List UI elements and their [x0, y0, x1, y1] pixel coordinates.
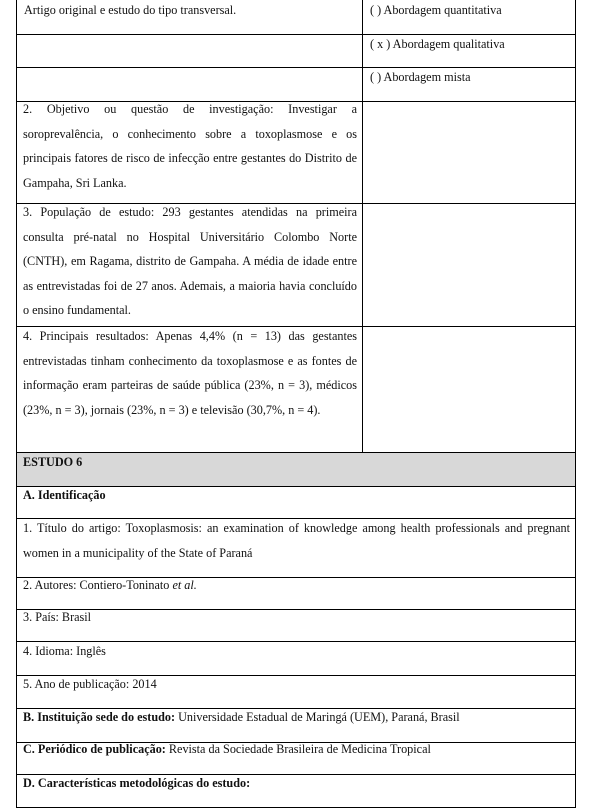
approach-quantitativa: ( ) Abordagem quantitativa	[370, 3, 502, 17]
journal-value: Revista da Sociedade Brasileira de Medicina Tropical	[165, 742, 431, 756]
identification-heading: A. Identificação	[23, 488, 106, 502]
approach-qualitativa: ( x ) Abordagem qualitativa	[370, 37, 505, 51]
objective-text: 2. Objetivo ou questão de investigação: Investigar a soroprevalência, o conhecimento sobre a toxoplasmose e os principais fatores de risco de infecção entre gestantes do Distrito de Gampaha, Sri Lanka.	[23, 102, 357, 190]
language-text: 4. Idioma: Inglês	[23, 644, 106, 658]
institution-text	[23, 705, 460, 730]
authors-text	[23, 573, 197, 598]
study6-heading-row	[16, 452, 576, 487]
authors-etal: et al.	[172, 578, 197, 592]
authors-label: 2. Autores: Contiero-Toninato	[23, 578, 173, 592]
journal-text	[23, 737, 431, 762]
population-text: 3. População de estudo: 293 gestantes atendidas na primeira consulta pré-natal no Hospital Universitário Colombo Norte (CNTH), em Ragama, distrito de Gampaha. A média de idade entre as entrevistadas foi de 27 anos. Ademais, a maioria havia concluído o ensino fundamental.	[23, 205, 357, 317]
institution-value: Universidade Estadual de Maringá (UEM), Paraná, Brasil	[175, 710, 460, 724]
article-title-text: 1. Título do artigo: Toxoplasmosis: an examination of knowledge among health professionals and pregnant women in a municipality of the State of Paraná	[23, 521, 570, 560]
objective-side-cell	[362, 101, 576, 204]
population-side-cell	[362, 203, 576, 327]
approach-mista: ( ) Abordagem mista	[370, 70, 471, 84]
country-text: 3. País: Brasil	[23, 610, 92, 624]
methods-heading: D. Características metodológicas do estudo:	[23, 776, 251, 790]
year-text: 5. Ano de publicação: 2014	[23, 677, 157, 691]
study6-heading: ESTUDO 6	[23, 455, 83, 469]
empty-cell-1	[16, 34, 363, 68]
journal-label: C. Periódico de publicação:	[23, 742, 166, 756]
study-type-text: Artigo original e estudo do tipo transversal.	[24, 3, 237, 17]
results-side-cell	[362, 326, 576, 453]
institution-label: B. Instituição sede do estudo:	[23, 710, 176, 724]
results-text: 4. Principais resultados: Apenas 4,4% (n = 13) das gestantes entrevistadas tinham conhecimento da toxoplasmose e as fontes de informação eram parteiras de saúde pública (23%, n = 3), médicos (23%, n = 3), jornais (23%, n = 3) e televisão (30,7%, n = 4).	[23, 329, 357, 417]
country-row	[16, 609, 576, 642]
